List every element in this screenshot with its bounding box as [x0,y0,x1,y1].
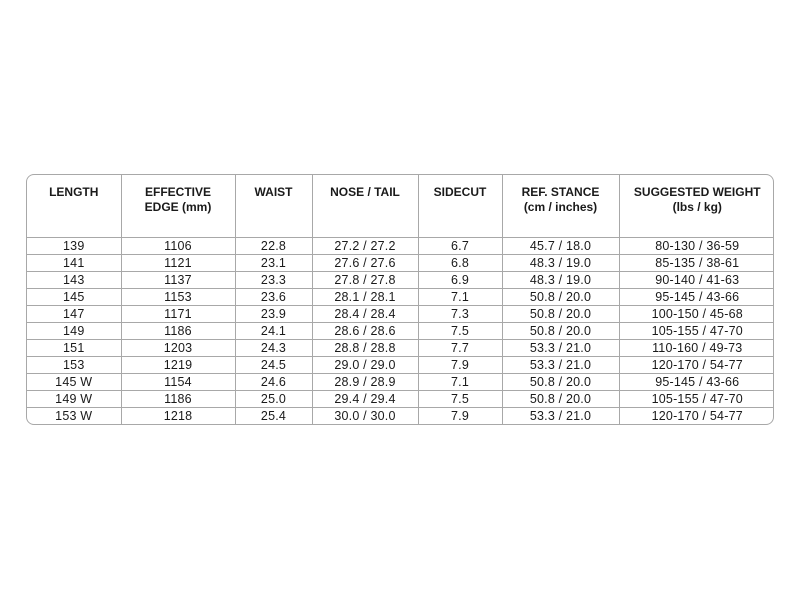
cell-length: 143 [27,271,121,288]
table-row [27,288,774,305]
header-waist [235,175,312,237]
cell-suggested-weight: 105-155 / 47-70 [619,322,774,339]
cell-waist: 24.6 [235,373,312,390]
cell-effective-edge: 1219 [121,356,235,373]
cell-ref-stance: 53.3 / 21.0 [502,356,619,373]
table-row [27,356,774,373]
cell-nose-tail: 29.4 / 29.4 [312,390,418,407]
cell-effective-edge: 1154 [121,373,235,390]
cell-length: 153 [27,356,121,373]
cell-effective-edge: 1106 [121,237,235,254]
cell-nose-tail: 28.9 / 28.9 [312,373,418,390]
cell-suggested-weight: 80-130 / 36-59 [619,237,774,254]
cell-effective-edge: 1153 [121,288,235,305]
cell-waist: 25.4 [235,407,312,424]
header-sidecut-line: SIDECUT [433,185,487,199]
cell-suggested-weight: 110-160 / 49-73 [619,339,774,356]
cell-ref-stance: 50.8 / 20.0 [502,305,619,322]
cell-sidecut: 7.9 [418,356,502,373]
cell-waist: 23.1 [235,254,312,271]
cell-nose-tail: 28.8 / 28.8 [312,339,418,356]
header-sidecut [418,175,502,237]
cell-waist: 23.9 [235,305,312,322]
header-ref-stance [502,175,619,237]
table-row [27,271,774,288]
header-row [27,175,774,237]
cell-sidecut: 7.5 [418,390,502,407]
cell-nose-tail: 27.2 / 27.2 [312,237,418,254]
cell-length: 145 [27,288,121,305]
cell-suggested-weight: 95-145 / 43-66 [619,288,774,305]
table-row [27,407,774,424]
cell-sidecut: 6.8 [418,254,502,271]
cell-waist: 23.6 [235,288,312,305]
cell-waist: 25.0 [235,390,312,407]
header-length-line: LENGTH [49,185,99,199]
cell-suggested-weight: 120-170 / 54-77 [619,356,774,373]
cell-length: 149 [27,322,121,339]
header-effective-edge [121,175,235,237]
header-effective-edge-line-2: EDGE (mm) [144,200,212,214]
cell-suggested-weight: 120-170 / 54-77 [651,408,743,423]
cell-length: 145 W [27,373,121,390]
table-row [27,373,774,390]
cell-effective-edge: 1186 [121,390,235,407]
header-suggested-weight [619,175,774,237]
cell-waist: 24.5 [235,356,312,373]
cell-sidecut: 7.9 [418,407,502,424]
header-ref-stance-line-2: (cm / inches) [523,200,598,214]
table-row [27,237,774,254]
cell-nose-tail: 28.1 / 28.1 [312,288,418,305]
cell-sidecut: 6.7 [418,237,502,254]
cell-effective-edge: 1121 [121,254,235,271]
cell-waist: 23.3 [235,271,312,288]
header-ref-stance-line-1: REF. STANCE [521,185,600,199]
cell-ref-stance: 50.8 / 20.0 [502,390,619,407]
cell-length: 151 [27,339,121,356]
table-row [27,390,774,407]
cell-ref-stance: 53.3 / 21.0 [502,407,619,424]
cell-ref-stance: 50.8 / 20.0 [502,288,619,305]
cell-sidecut: 7.7 [418,339,502,356]
cell-waist: 24.3 [235,339,312,356]
cell-length: 139 [27,237,121,254]
table-row [27,339,774,356]
cell-ref-stance: 48.3 / 19.0 [502,271,619,288]
cell-waist: 24.1 [235,322,312,339]
table-row [27,322,774,339]
cell-suggested-weight: 95-145 / 43-66 [619,373,774,390]
cell-ref-stance: 50.8 / 20.0 [502,322,619,339]
cell-sidecut: 7.3 [418,305,502,322]
cell-suggested-weight: 105-155 / 47-70 [619,390,774,407]
cell-effective-edge: 1218 [121,407,235,424]
cell-ref-stance: 50.8 / 20.0 [502,373,619,390]
header-nose-tail [312,175,418,237]
cell-ref-stance: 48.3 / 19.0 [502,254,619,271]
cell-suggested-weight: 90-140 / 41-63 [619,271,774,288]
header-suggested-weight-line-1: SUGGESTED WEIGHT [633,185,761,199]
cell-sidecut: 7.1 [418,288,502,305]
cell-length: 141 [27,254,121,271]
cell-effective-edge: 1137 [121,271,235,288]
header-length [27,175,121,237]
cell-effective-edge: 1171 [121,305,235,322]
header-nose-tail-line: NOSE / TAIL [330,185,400,199]
cell-nose-tail: 29.0 / 29.0 [312,356,418,373]
cell-nose-tail: 28.4 / 28.4 [312,305,418,322]
cell-suggested-weight: 85-135 / 38-61 [619,254,774,271]
cell-length: 149 W [27,390,121,407]
cell-waist: 22.8 [235,237,312,254]
cell-ref-stance: 53.3 / 21.0 [502,339,619,356]
cell-sidecut: 6.9 [418,271,502,288]
header-effective-edge-line-1: EFFECTIVE [144,185,211,199]
cell-effective-edge: 1203 [121,339,235,356]
cell-nose-tail: 30.0 / 30.0 [312,407,418,424]
cell-ref-stance: 45.7 / 18.0 [502,237,619,254]
table-row [27,254,774,271]
cell-nose-tail: 27.6 / 27.6 [312,254,418,271]
cell-nose-tail: 27.8 / 27.8 [312,271,418,288]
spec-table-frame [26,174,774,425]
table-row [27,305,774,322]
spec-table [27,175,774,424]
cell-length: 147 [27,305,121,322]
cell-length: 153 W [27,407,121,424]
cell-sidecut: 7.5 [418,322,502,339]
table-body [27,237,774,424]
header-waist-line: WAIST [254,185,293,199]
header-suggested-weight-line-2: (lbs / kg) [672,200,722,214]
cell-nose-tail: 28.6 / 28.6 [312,322,418,339]
cell-suggested-weight: 100-150 / 45-68 [619,305,774,322]
cell-effective-edge: 1186 [121,322,235,339]
cell-sidecut: 7.1 [418,373,502,390]
